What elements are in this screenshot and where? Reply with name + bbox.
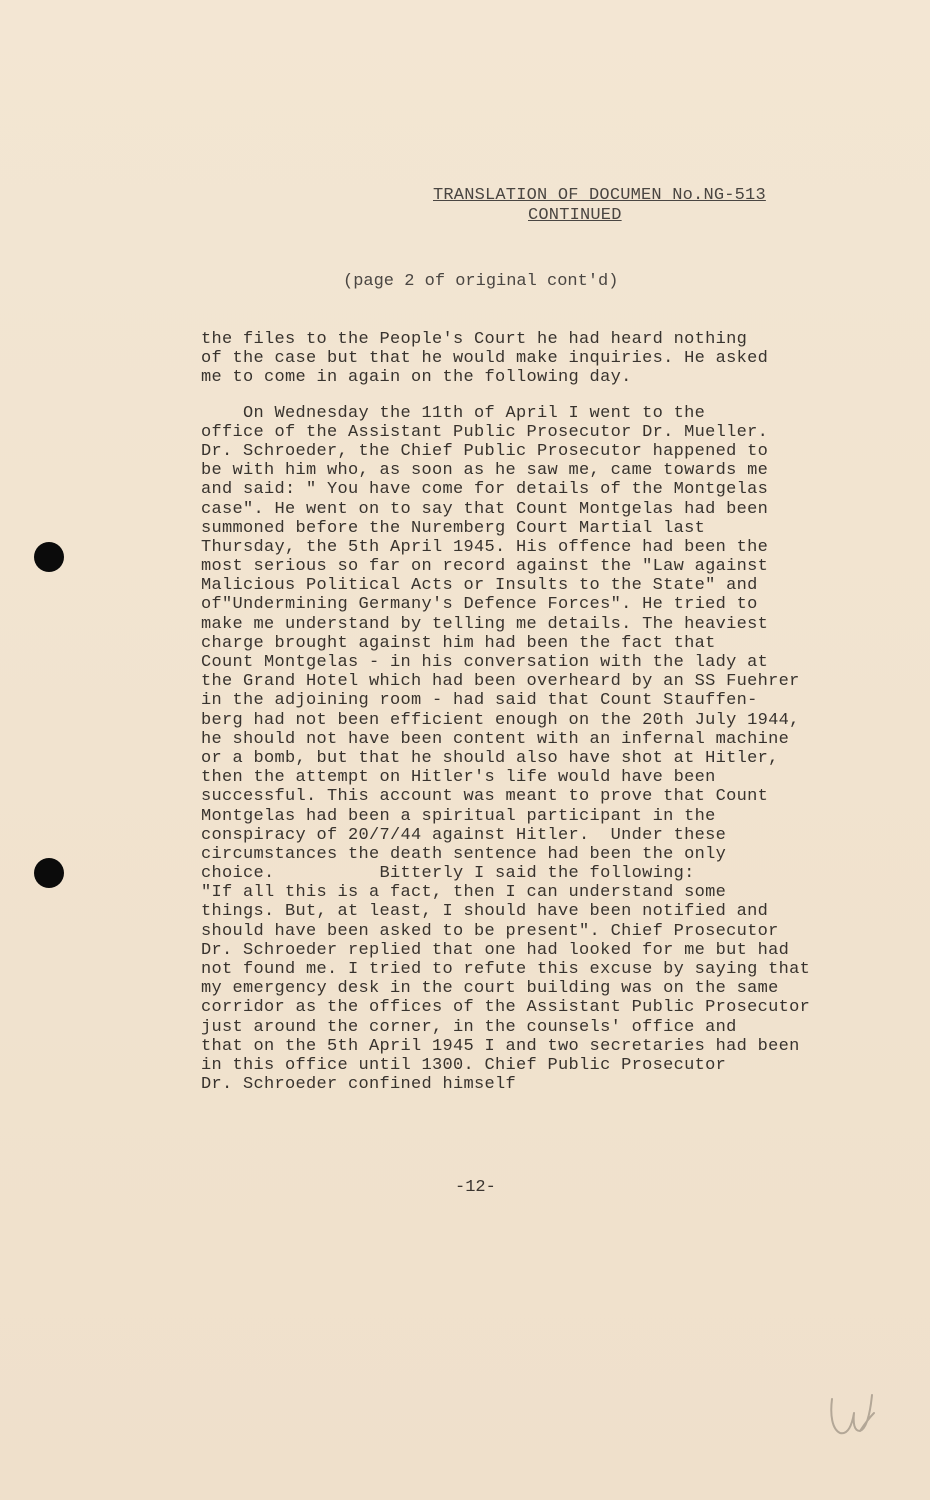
text-line: most serious so far on record against the "Law against — [201, 557, 769, 577]
text-line: Malicious Political Acts or Insults to the State" and — [201, 576, 758, 596]
text-line: charge brought against him had been the fact that — [201, 633, 716, 653]
text-line: circumstances the death sentence had been the only — [201, 844, 727, 864]
text-line: Montgelas had been a spiritual participant in the — [201, 806, 716, 826]
text-line: or a bomb, but that he should also have shot at Hitler, — [201, 748, 779, 768]
text-line: not found me. I tried to refute this excuse by saying that — [201, 960, 811, 979]
text-line: and said: " You have come for details of the Montgelas — [201, 480, 769, 500]
document-body — [201, 330, 901, 1094]
text-line: choice. Bitterly I said the following: — [201, 864, 695, 884]
text-line: that on the 5th April 1945 I and two secretaries had been — [201, 1036, 800, 1056]
paragraph-2 — [201, 404, 901, 1095]
text-line: of"Undermining Germany's Defence Forces". He tried to — [201, 595, 758, 615]
text-line: case". He went on to say that Count Montgelas had been — [201, 499, 769, 519]
text-line: things. But, at least, I should have been notified and — [201, 902, 769, 922]
text-line: successful. This account was meant to prove that Count — [201, 787, 769, 807]
punch-hole-top — [34, 542, 64, 572]
handwritten-initial — [822, 1385, 882, 1445]
text-line: should have been asked to be present". Chief Prosecutor — [201, 921, 779, 941]
paragraph-1 — [201, 330, 901, 388]
text-line: the files to the People's Court he had heard nothing — [201, 330, 748, 349]
text-line: be with him who, as soon as he saw me, came towards me — [201, 461, 769, 481]
text-line: make me understand by telling me details. The heaviest — [201, 614, 769, 634]
text-line: corridor as the offices of the Assistant Public Prosecutor — [201, 998, 811, 1018]
text-line: then the attempt on Hitler's life would have been — [201, 768, 716, 788]
text-line: Count Montgelas - in his conversation with the lady at — [201, 653, 769, 672]
text-line: me to come in again on the following day. — [201, 368, 632, 388]
text-line: "If all this is a fact, then I can understand some — [201, 883, 727, 903]
text-line: On Wednesday the 11th of April I went to the — [201, 403, 706, 423]
header-title: TRANSLATION OF DOCUMEN No.NG-513 — [433, 186, 766, 205]
text-line: he should not have been content with an infernal machine — [201, 729, 790, 749]
punch-hole-bottom — [34, 858, 64, 888]
text-line: Thursday, the 5th April 1945. His offence had been the — [201, 537, 769, 557]
text-line: in this office until 1300. Chief Public Prosecutor — [201, 1055, 727, 1075]
text-line: Dr. Schroeder confined himself — [201, 1075, 517, 1095]
text-line: the Grand Hotel which had been overheard by an SS Fuehrer — [201, 672, 800, 692]
page-subheading: (page 2 of original cont'd) — [343, 272, 619, 291]
text-line: office of the Assistant Public Prosecutor Dr. Mueller. — [201, 422, 769, 442]
text-line: Dr. Schroeder, the Chief Public Prosecutor happened to — [201, 441, 769, 461]
text-line: summoned before the Nuremberg Court Martial last — [201, 518, 706, 538]
page-number: -12- — [455, 1178, 496, 1197]
text-line: berg had not been efficient enough on the 20th July 1944, — [201, 710, 800, 730]
header-continued: CONTINUED — [528, 206, 622, 225]
document-header — [433, 186, 813, 226]
text-line: conspiracy of 20/7/44 against Hitler. Under these — [201, 825, 727, 845]
text-line: in the adjoining room - had said that Count Stauffen- — [201, 691, 758, 711]
text-line: my emergency desk in the court building was on the same — [201, 979, 779, 999]
text-line: Dr. Schroeder replied that one had looked for me but had — [201, 940, 790, 960]
text-line: just around the corner, in the counsels' office and — [201, 1017, 737, 1037]
text-line: of the case but that he would make inquiries. He asked — [201, 349, 769, 369]
